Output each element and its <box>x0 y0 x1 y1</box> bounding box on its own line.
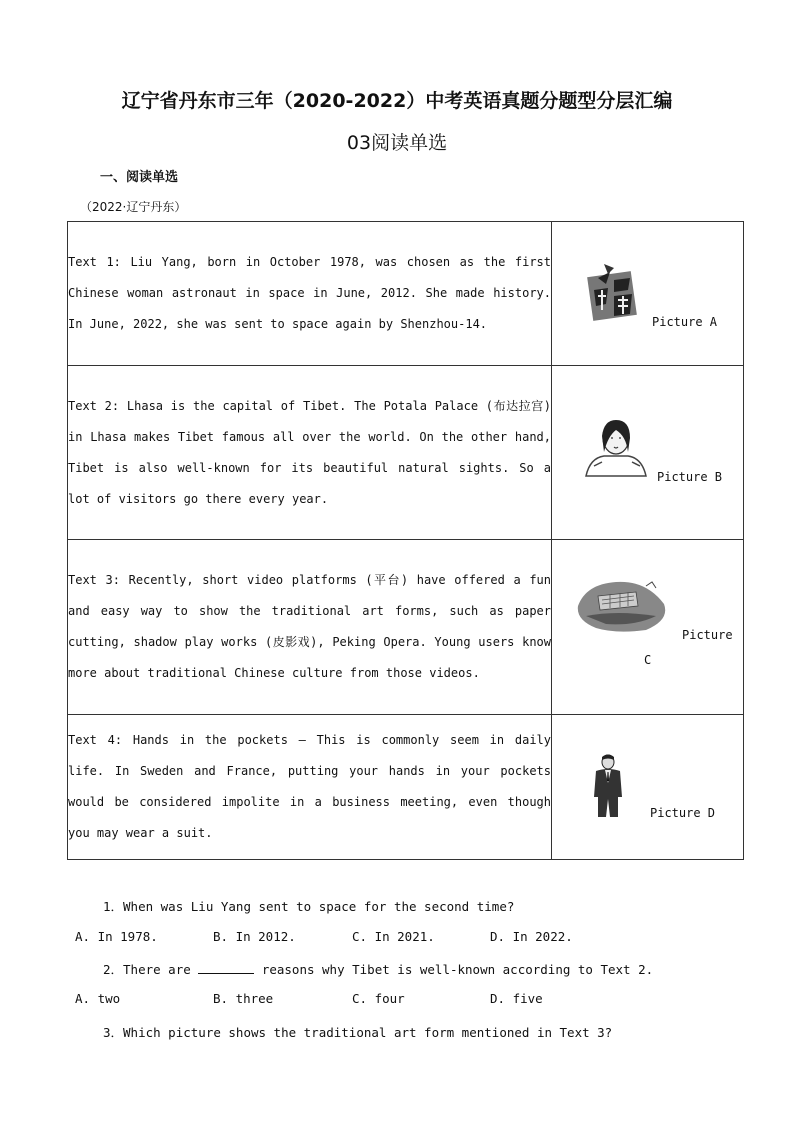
text-4-body: Text 4: Hands in the pockets — This is commonly seem in daily life. In Sweden and France, putting your hands in your pockets would be considered impolite in a business meeting, even though you may wear a suit. <box>68 733 551 840</box>
text-3-body: Text 3: Recently, short video platforms (平台) have offered a fun and easy way to show the traditional art forms, such as paper cutting, shadow play works (皮影戏), Peking Opera. Young users know more about traditional Chinese culture from those videos. <box>68 573 551 680</box>
document-subtitle: 03阅读单选 <box>346 132 448 154</box>
question-number: 1． <box>103 899 124 914</box>
picture-a-label: Picture A <box>652 315 718 329</box>
potala-palace-icon <box>576 576 672 636</box>
q2-option-d[interactable]: D. five <box>490 991 543 1006</box>
businessman-in-suit-icon <box>588 753 628 819</box>
picture-cell <box>552 540 744 715</box>
text-2-body: Text 2: Lhasa is the capital of Tibet. The Potala Palace (布达拉宫) in Lhasa makes Tibet famous all over the world. On the other hand, Tibet is also well-known for its beautiful natural sights. So a lot of visitors go there every year. <box>68 398 551 506</box>
table-row <box>68 222 744 366</box>
q1-option-c[interactable]: C. In 2021. <box>352 929 435 944</box>
fu-character-paper-cut-icon <box>584 260 642 324</box>
question-number: 3． <box>103 1025 124 1040</box>
picture-d-label: Picture D <box>650 806 716 820</box>
picture-cell <box>552 715 744 860</box>
text-1-body: Text 1: Liu Yang, born in October 1978, was chosen as the first Chinese woman astronaut in space in June, 2012. She made history. In June, 2022, she was sent to space again by Shenzhou-14. <box>68 255 551 331</box>
question-3 <box>103 1023 612 1041</box>
q2-option-c[interactable]: C. four <box>352 991 405 1006</box>
source-note: （2022·辽宁丹东） <box>80 200 187 214</box>
document-title: 辽宁省丹东市三年（2020-2022）中考英语真题分题型分层汇编 <box>121 90 673 112</box>
text-cell <box>68 222 552 366</box>
question-text-after: reasons why Tibet is well-known according to Text 2. <box>261 962 654 977</box>
answer-blank <box>198 963 254 974</box>
q2-option-a[interactable]: A. two <box>75 991 121 1006</box>
picture-c-label-letter: C <box>644 653 652 667</box>
text-cell <box>68 715 552 860</box>
question-1 <box>103 897 514 915</box>
table-row <box>68 540 744 715</box>
astronaut-woman-icon <box>582 416 650 478</box>
picture-cell <box>552 222 744 366</box>
section-heading: 一、阅读单选 <box>100 170 179 185</box>
q2-option-b[interactable]: B. three <box>213 991 274 1006</box>
picture-b-label: Picture B <box>657 470 723 484</box>
question-number: 2． <box>103 962 124 977</box>
q1-option-a[interactable]: A. In 1978. <box>75 929 158 944</box>
reading-texts-table <box>67 221 744 860</box>
question-text: When was Liu Yang sent to space for the second time? <box>123 899 515 914</box>
picture-cell <box>552 366 744 540</box>
table-row <box>68 715 744 860</box>
question-2 <box>103 960 653 978</box>
text-cell <box>68 540 552 715</box>
picture-c-label: Picture <box>682 628 733 642</box>
q1-option-d[interactable]: D. In 2022. <box>490 929 573 944</box>
q1-option-b[interactable]: B. In 2012. <box>213 929 296 944</box>
text-cell <box>68 366 552 540</box>
question-text-before: There are <box>123 962 191 977</box>
table-row <box>68 366 744 540</box>
question-text: Which picture shows the traditional art form mentioned in Text 3? <box>123 1025 613 1040</box>
